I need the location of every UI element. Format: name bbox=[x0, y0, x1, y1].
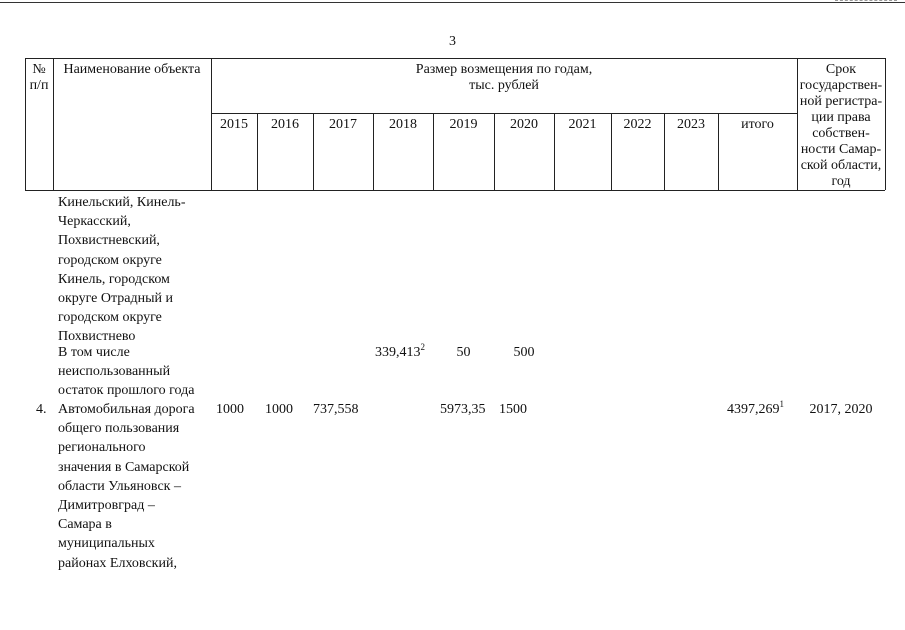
row-4-name bbox=[58, 400, 218, 573]
text-line: муниципальных bbox=[58, 536, 155, 552]
term-header-line: государствен- bbox=[799, 78, 883, 93]
row-4-total: 4397,269$^1$ bbox=[727, 399, 784, 417]
header-bottom-line bbox=[25, 190, 885, 191]
text-line: Похвистнево bbox=[58, 329, 136, 345]
col-amount-header-line2: тыс. рублей bbox=[469, 78, 539, 93]
term-header-line: собствен- bbox=[812, 126, 870, 141]
col-amount-header-line1: Размер возмещения по годам, bbox=[415, 62, 593, 77]
year-header: 2023 bbox=[677, 117, 705, 132]
text-line: неиспользованный bbox=[58, 364, 171, 380]
year-header: 2015 bbox=[220, 117, 248, 132]
text-line: округе Отрадный и bbox=[58, 291, 174, 307]
top-rule-fragment bbox=[835, 0, 897, 1]
text-line: Кинельский, Кинель- bbox=[58, 195, 186, 210]
footnote-mark: 2 bbox=[420, 342, 425, 352]
text-line: Самара в bbox=[58, 517, 112, 533]
footnote-mark: 1 bbox=[779, 399, 784, 409]
row-4-term: 2017, 2020 bbox=[809, 402, 873, 417]
continuation-text bbox=[58, 193, 218, 347]
header-top-line bbox=[25, 58, 885, 59]
text-line: районах Елховский, bbox=[58, 555, 177, 571]
sub-row-value-2018: 339,413$^2$ bbox=[375, 342, 425, 360]
text-line: значения в Самарской bbox=[58, 459, 190, 475]
text-line: области Ульяновск – bbox=[58, 478, 181, 494]
sub-row-value-2019: 50 bbox=[456, 345, 471, 360]
text-line: Черкасский, bbox=[58, 214, 131, 230]
header-mid-line bbox=[211, 113, 797, 114]
text-line: Димитровград – bbox=[58, 498, 155, 514]
col-number-header: № п/п bbox=[29, 62, 49, 93]
term-header-line: ской области, bbox=[800, 158, 882, 173]
row-number: 4. bbox=[36, 402, 47, 417]
sub-row-text bbox=[58, 343, 218, 401]
year-header: 2020 bbox=[510, 117, 538, 132]
text-line: В том числе bbox=[58, 345, 130, 360]
year-header: 2018 bbox=[389, 117, 417, 132]
top-rule bbox=[0, 2, 905, 3]
year-header-total: итого bbox=[741, 117, 774, 132]
text-line: Кинель, городском bbox=[58, 271, 170, 287]
term-header-line: ции права bbox=[811, 110, 871, 125]
col-border bbox=[885, 58, 886, 190]
row-4-value-2017: 737,558 bbox=[313, 402, 359, 417]
sub-row-value-2020: 500 bbox=[513, 345, 535, 360]
year-header: 2017 bbox=[329, 117, 357, 132]
year-header: 2019 bbox=[449, 117, 478, 132]
year-header: 2022 bbox=[623, 117, 652, 132]
term-header-line: ной регистра- bbox=[799, 94, 883, 109]
term-header-line: год bbox=[831, 174, 851, 189]
page-number: 3 bbox=[449, 34, 456, 49]
text-line: регионального bbox=[58, 440, 146, 456]
term-header-line: Срок bbox=[825, 62, 857, 77]
row-4-value-2015: 1000 bbox=[216, 402, 244, 417]
term-header-line: ности Самар- bbox=[800, 142, 882, 157]
row-4-value-2020: 1500 bbox=[499, 402, 527, 417]
row-4-value-2019: 5973,35 bbox=[440, 402, 486, 417]
text-line: Похвистневский, bbox=[58, 233, 160, 249]
text-line: общего пользования bbox=[58, 421, 180, 437]
year-header: 2016 bbox=[271, 117, 299, 132]
text-line: Автомобильная дорога bbox=[58, 402, 195, 417]
text-line: городском округе bbox=[58, 252, 162, 268]
text-line: остаток прошлого года bbox=[58, 383, 195, 399]
text-line: городском округе bbox=[58, 310, 162, 326]
row-4-value-2016: 1000 bbox=[265, 402, 293, 417]
year-header: 2021 bbox=[568, 117, 597, 132]
col-name-header: Наименование объекта bbox=[63, 62, 201, 77]
